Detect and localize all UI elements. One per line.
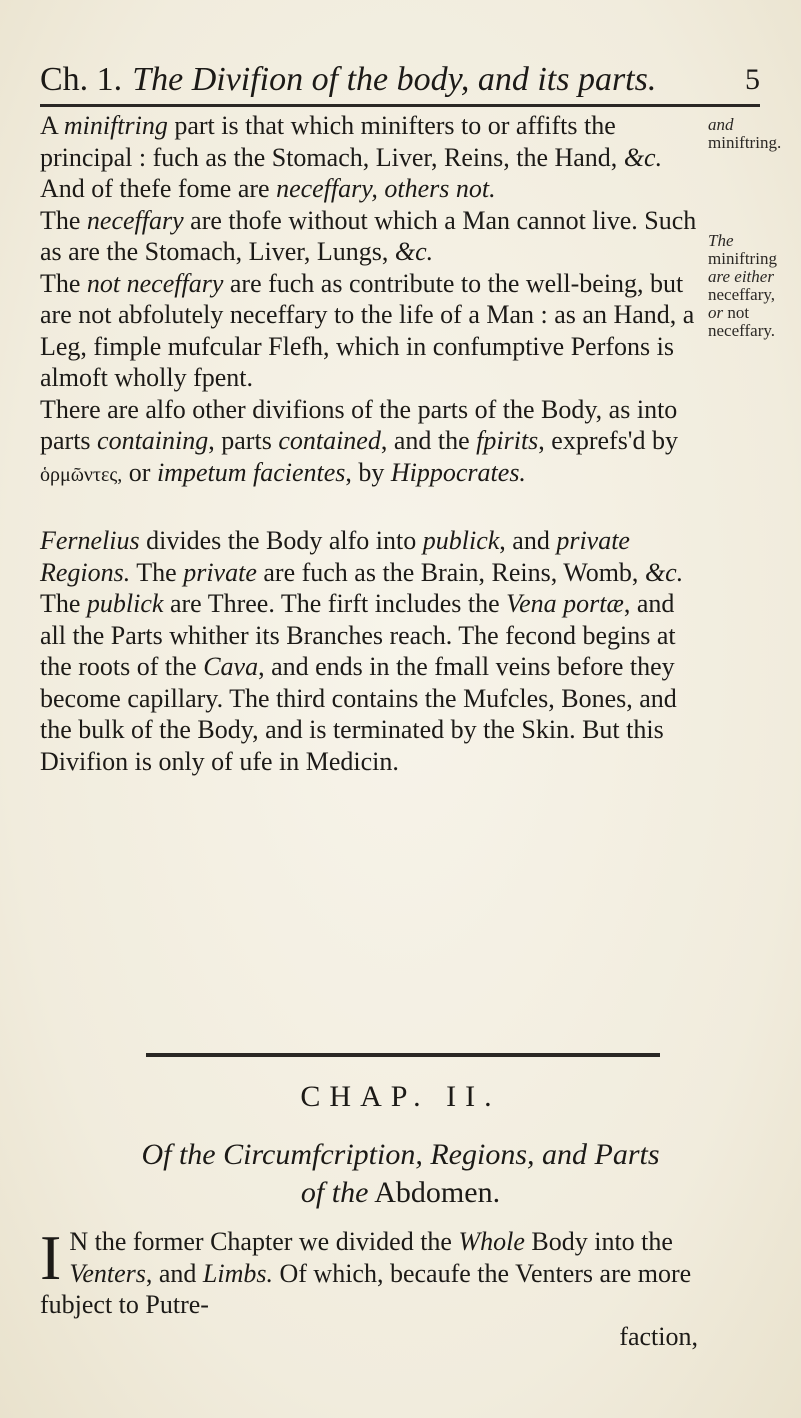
paragraph-gap <box>40 491 706 525</box>
page-number: 5 <box>745 63 760 96</box>
para-fernelius: Fernelius divides the Body alfo into publick, and private Regions. The private are fuch as the Brain, Reins, Womb, &c. The publick are Three. The firft includes the Vena portæ, and all the Parts whither its Branches reach. The fecond begins at the roots of the Cava, and ends in the fmall veins before they become capillary. The third contains the Mufcles, Bones, and the bulk of the Body, and is terminated by the Skin. But this Divifion is only of ufe in Medicin. <box>40 526 684 776</box>
chapter-rule <box>146 1053 660 1057</box>
chapter-intro: I N the former Chapter we divided the Whole Body into the Venters, and Limbs. Of which, becaufe the Venters are more fubject to Putre- faction, <box>40 1226 720 1352</box>
chapter-heading: CHAP. II. <box>300 1080 501 1113</box>
chapter-ref: Ch. 1. <box>40 61 123 98</box>
chapter-title: Of the Circumfcription, Regions, and Parts of the Abdomen. <box>141 1138 660 1209</box>
running-head <box>40 60 760 100</box>
body-text <box>40 110 706 777</box>
drop-cap: I <box>40 1222 62 1293</box>
margin-note-ministring: and miniftring. <box>708 115 782 152</box>
margin-note-necessary: The miniftring are either neceffary, or not neceffary. <box>708 231 777 340</box>
para-necessary: The neceffary are thofe without which a Man cannot live. Such as are the Stomach, Liver, Lungs, &c. <box>40 205 697 266</box>
header-rule <box>40 104 760 107</box>
para-divisions: There are alfo other divifions of the parts of the Body, as into parts containing, parts contained, and the fpirits, exprefs'd by ὁρμῶντες, or impetum facientes, by Hippocrates. <box>40 394 678 487</box>
para-ministring: A miniftring part is that which minifters to or affifts the principal : fuch as the Stomach, Liver, Reins, the Hand, &c. And of thefe fome are neceffary, others not. <box>40 111 663 203</box>
running-title: The Divifion of the body, and its parts. <box>132 61 657 98</box>
para-not-necessary: The not neceffary are fuch as contribute to the well-being, but are not abfolutely neceffary to the life of a Man : as an Hand, a Leg, fimple mufcular Flefh, which in confumptive Perfons is almoft wholly fpent. <box>40 268 695 392</box>
catchword: faction, <box>619 1321 698 1351</box>
